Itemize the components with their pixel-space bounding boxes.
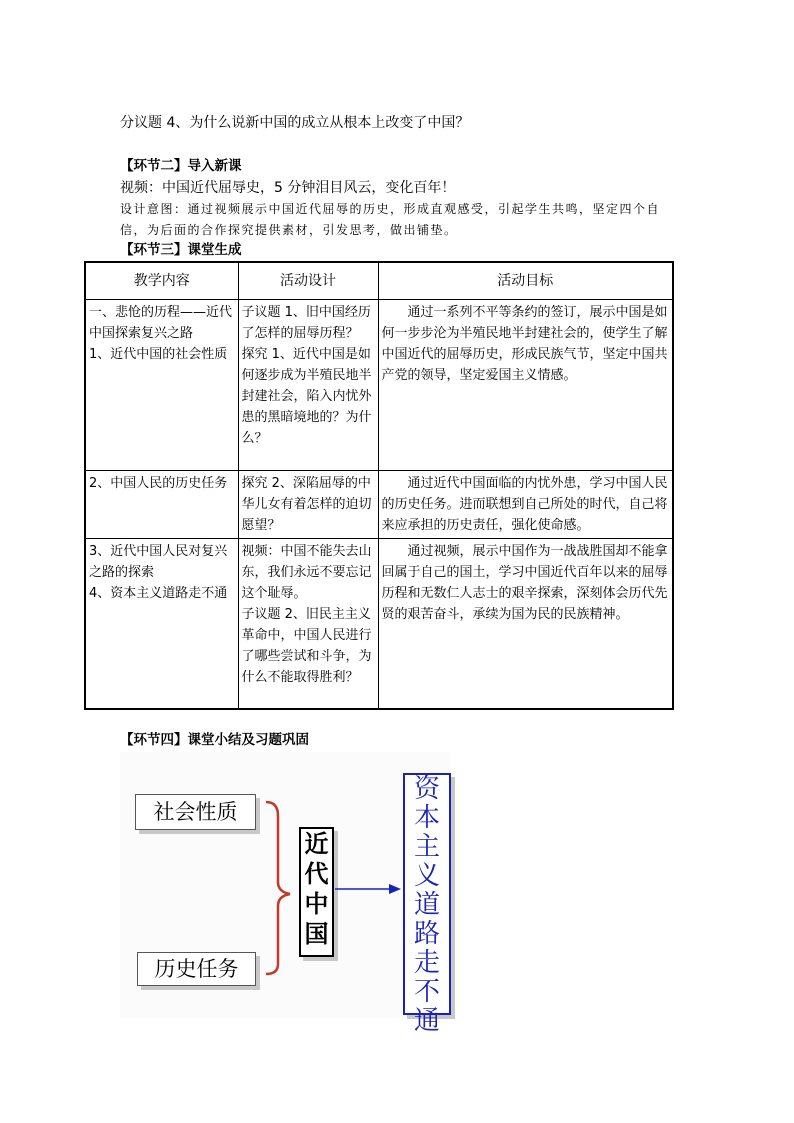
result-char: 主 (413, 832, 440, 862)
row3-activity: 视频：中国不能失去山东，我们永远不要忘记这个耻辱。 子议题 2、旧民主主义革命中，中国人民进行了哪些尝试和斗争，为什么不能取得胜利？ (238, 539, 378, 709)
row2-content: 2、中国人民的历史任务 (85, 471, 238, 539)
result-char: 义 (413, 861, 440, 891)
core-char: 国 (304, 920, 329, 948)
row1-goal: 通过一系列不平等条约的签订，展示中国是如何一步步沦为半殖民地半封建社会的，使学生了解中国近代的屈辱历史，形成民族气节，坚定中国共产党的领导，坚定爱国主义情感。 (378, 300, 673, 471)
result-char: 通 (413, 1006, 440, 1036)
box-historical-task: 历史任务 (137, 952, 256, 986)
row1-content: 一、悲怆的历程——近代中国探索复兴之路 1、近代中国的社会性质 (85, 300, 238, 471)
header-content: 教学内容 (85, 262, 238, 300)
core-char: 近 (304, 830, 329, 858)
design-intent-line1: 设计意图：通过视频展示中国近代屈辱的历史，形成直观感受，引起学生共鸣，坚定四个自 (120, 202, 661, 216)
arrow-right-icon (333, 882, 403, 896)
table-header-row (85, 262, 673, 300)
result-char: 路 (413, 919, 440, 949)
result-char: 本 (413, 803, 440, 833)
core-char: 中 (304, 890, 329, 918)
design-intent-line2: 信，为后面的合作探究提供素材，引发思考，做出铺垫。 (120, 223, 458, 237)
table-row (85, 471, 673, 539)
summary-diagram (120, 752, 450, 1036)
result-char: 走 (413, 948, 440, 978)
core-char: 代 (304, 860, 329, 888)
result-char: 道 (413, 890, 440, 920)
row2-activity: 探究 2、深陷屈辱的中华儿女有着怎样的迫切愿望？ (238, 471, 378, 539)
row1-activity: 子议题 1、旧中国经历了怎样的屈辱历程？ 探究 1、近代中国是如何逐步成为半殖民地半封建社会，陷入内忧外患的黑暗境地的？为什么？ (238, 300, 378, 471)
brace-connector (258, 774, 298, 1004)
header-activity: 活动设计 (238, 262, 378, 300)
sub-question-4: 分议题 4、为什么说新中国的成立从根本上改变了中国？ (120, 115, 470, 131)
result-char: 资 (413, 774, 440, 804)
result-char: 不 (413, 977, 440, 1007)
section2-title: 【环节二】导入新课 (120, 158, 242, 174)
table-row (85, 300, 673, 471)
result-box-capitalism-fails (403, 773, 451, 1036)
section3-title: 【环节三】课堂生成 (120, 242, 242, 258)
core-box-modern-china (299, 827, 334, 957)
lesson-table (84, 261, 674, 710)
header-goal: 活动目标 (378, 262, 673, 300)
row3-content: 3、近代中国人民对复兴之路的探索 4、资本主义道路走不通 (85, 539, 238, 709)
row2-goal: 通过近代中国面临的内忧外患，学习中国人民的历史任务。进而联想到自己所处的时代，自己将来应承担的历史责任，强化使命感。 (378, 471, 673, 539)
box-social-nature: 社会性质 (135, 794, 256, 830)
section2-video: 视频：中国近代屈辱史，5 分钟泪目风云，变化百年！ (120, 180, 456, 196)
section4-title: 【环节四】课堂小结及习题巩固 (120, 732, 309, 748)
row3-goal: 通过视频，展示中国作为一战战胜国却不能拿回属于自己的国土，学习中国近代百年以来的屈辱历程和无数仁人志士的艰辛探索，深刻体会历代先贤的艰苦奋斗，承续为国为民的民族精神。 (378, 539, 673, 709)
table-row (85, 539, 673, 709)
